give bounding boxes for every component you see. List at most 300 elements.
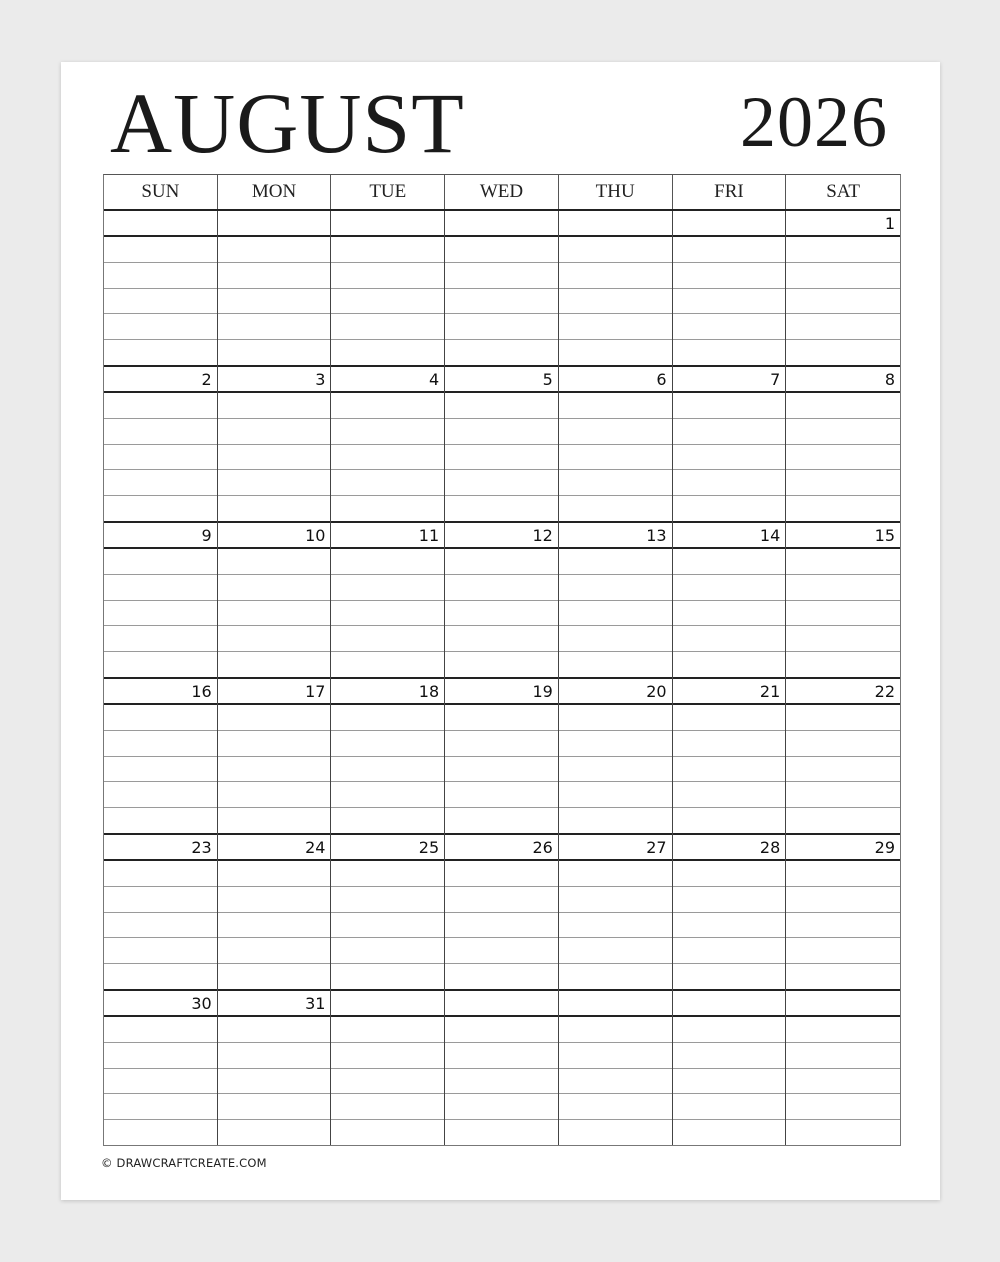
writing-line [218,340,331,367]
month-title: AUGUST [110,75,465,171]
writing-line [104,1120,217,1145]
writing-line [218,549,331,575]
writing-line [218,1094,331,1120]
day-cell [673,679,787,835]
day-cell [218,523,332,679]
writing-line [218,964,331,991]
day-number: 3 [218,367,331,393]
day-number [786,991,900,1017]
weekday-sun: SUN [104,175,218,209]
day-number: 8 [786,367,900,393]
writing-line [445,1069,558,1095]
weekday-tue: TUE [331,175,445,209]
writing-line [786,314,900,340]
weekday-wed: WED [445,175,559,209]
day-number [559,211,672,237]
day-number: 18 [331,679,444,705]
writing-line [673,938,786,964]
writing-line [673,575,786,601]
writing-line [786,782,900,808]
writing-line [104,575,217,601]
day-number: 21 [673,679,786,705]
writing-line [673,1094,786,1120]
writing-line [331,601,444,627]
writing-line [786,496,900,523]
writing-line [559,652,672,679]
writing-line [104,237,217,263]
writing-line [218,782,331,808]
writing-line [331,705,444,731]
day-cell [786,523,900,679]
writing-line [445,470,558,496]
writing-line [104,1043,217,1069]
writing-line [673,913,786,939]
day-number: 7 [673,367,786,393]
weekday-thu: THU [559,175,673,209]
writing-line [559,445,672,471]
writing-line [673,340,786,367]
writing-line [218,1043,331,1069]
writing-line [218,861,331,887]
writing-line [445,549,558,575]
day-cell [559,367,673,523]
day-number: 11 [331,523,444,549]
week-row [104,835,900,991]
writing-line [673,964,786,991]
day-number [673,211,786,237]
writing-line [559,887,672,913]
writing-line [673,757,786,783]
day-cell [559,523,673,679]
writing-line [331,237,444,263]
writing-line [331,314,444,340]
day-cell [104,523,218,679]
writing-line [445,808,558,835]
writing-line [673,237,786,263]
writing-line [331,1120,444,1145]
writing-line [218,314,331,340]
writing-line [786,964,900,991]
day-cell [559,679,673,835]
writing-line [104,549,217,575]
day-number: 2 [104,367,217,393]
writing-line [673,549,786,575]
writing-line [559,419,672,445]
day-cell [331,523,445,679]
writing-line [445,626,558,652]
year-title: 2026 [740,82,888,162]
writing-line [559,496,672,523]
day-number: 4 [331,367,444,393]
writing-line [559,340,672,367]
writing-line [331,496,444,523]
writing-line [445,861,558,887]
writing-line [104,496,217,523]
writing-line [104,913,217,939]
day-number: 23 [104,835,217,861]
day-number: 28 [673,835,786,861]
day-number [445,991,558,1017]
writing-line [445,340,558,367]
writing-line [104,1094,217,1120]
writing-line [445,782,558,808]
day-number: 5 [445,367,558,393]
writing-line [104,445,217,471]
writing-line [673,445,786,471]
writing-line [445,237,558,263]
writing-line [559,549,672,575]
writing-line [673,470,786,496]
writing-line [331,575,444,601]
writing-line [218,1017,331,1043]
writing-line [786,626,900,652]
week-row [104,991,900,1145]
writing-line [104,1017,217,1043]
writing-line [786,470,900,496]
writing-line [559,575,672,601]
calendar-grid [103,174,901,1146]
day-number [104,211,217,237]
writing-line [331,549,444,575]
writing-line [559,731,672,757]
writing-line [218,575,331,601]
day-cell [218,367,332,523]
writing-line [445,705,558,731]
writing-line [786,1043,900,1069]
writing-line [673,314,786,340]
writing-line [331,913,444,939]
day-cell [331,679,445,835]
day-cell [445,367,559,523]
day-number: 1 [786,211,900,237]
writing-line [786,237,900,263]
writing-line [331,419,444,445]
writing-line [559,1094,672,1120]
writing-line [786,705,900,731]
writing-line [673,626,786,652]
writing-line [104,887,217,913]
day-number: 6 [559,367,672,393]
day-cell [786,211,900,367]
writing-line [445,964,558,991]
day-number: 24 [218,835,331,861]
writing-line [786,913,900,939]
writing-line [104,601,217,627]
writing-line [445,314,558,340]
writing-line [786,731,900,757]
writing-line [104,938,217,964]
writing-line [331,289,444,315]
writing-line [786,887,900,913]
writing-line [104,705,217,731]
writing-line [218,289,331,315]
writing-line [331,1043,444,1069]
writing-line [104,1069,217,1095]
writing-line [218,1120,331,1145]
writing-line [445,601,558,627]
writing-line [331,470,444,496]
writing-line [218,705,331,731]
writing-line [786,938,900,964]
day-cell [104,367,218,523]
writing-line [559,1120,672,1145]
writing-line [559,1043,672,1069]
weekday-header-row [104,175,900,211]
writing-line [445,1094,558,1120]
writing-line [331,340,444,367]
writing-line [673,731,786,757]
writing-line [673,861,786,887]
writing-line [559,601,672,627]
day-number [331,211,444,237]
writing-line [331,782,444,808]
writing-line [218,757,331,783]
writing-line [786,340,900,367]
day-number: 17 [218,679,331,705]
writing-line [445,913,558,939]
writing-line [786,1120,900,1145]
writing-line [559,470,672,496]
writing-line [104,340,217,367]
day-number: 19 [445,679,558,705]
writing-line [673,1043,786,1069]
writing-line [104,393,217,419]
writing-line [559,1017,672,1043]
day-number: 13 [559,523,672,549]
writing-line [559,237,672,263]
writing-line [104,314,217,340]
writing-line [673,496,786,523]
day-number: 29 [786,835,900,861]
writing-line [104,731,217,757]
writing-line [331,887,444,913]
day-number [331,991,444,1017]
writing-line [445,938,558,964]
day-cell [218,991,332,1145]
writing-line [559,938,672,964]
writing-line [104,964,217,991]
writing-line [786,289,900,315]
day-cell [331,991,445,1145]
writing-line [673,887,786,913]
writing-line [673,393,786,419]
day-number: 22 [786,679,900,705]
writing-line [218,419,331,445]
weekday-fri: FRI [673,175,787,209]
week-row [104,367,900,523]
day-number: 15 [786,523,900,549]
writing-line [445,1120,558,1145]
writing-line [218,808,331,835]
writing-line [786,861,900,887]
day-number: 25 [331,835,444,861]
writing-line [104,861,217,887]
day-cell [559,835,673,991]
writing-line [786,263,900,289]
day-number [445,211,558,237]
writing-line [445,445,558,471]
copyright-footer: © DRAWCRAFTCREATE.COM [101,1156,267,1170]
writing-line [673,1017,786,1043]
writing-line [559,705,672,731]
writing-line [673,419,786,445]
day-cell [559,211,673,367]
writing-line [786,808,900,835]
day-cell [786,991,900,1145]
day-cell [673,991,787,1145]
day-number: 10 [218,523,331,549]
writing-line [104,757,217,783]
writing-line [445,263,558,289]
day-cell [218,679,332,835]
writing-line [445,575,558,601]
writing-line [673,1069,786,1095]
writing-line [445,393,558,419]
writing-line [559,913,672,939]
writing-line [331,731,444,757]
day-number: 20 [559,679,672,705]
day-cell [786,835,900,991]
writing-line [559,782,672,808]
writing-line [218,393,331,419]
writing-line [331,757,444,783]
writing-line [445,731,558,757]
week-row [104,679,900,835]
writing-line [559,808,672,835]
week-row [104,211,900,367]
writing-line [331,626,444,652]
writing-line [673,652,786,679]
writing-line [445,419,558,445]
writing-line [331,445,444,471]
weekday-mon: MON [218,175,332,209]
day-number [218,211,331,237]
day-cell [104,679,218,835]
calendar-page [61,62,940,1200]
day-cell [445,211,559,367]
writing-line [445,887,558,913]
day-number: 9 [104,523,217,549]
day-number [673,991,786,1017]
writing-line [331,1094,444,1120]
writing-line [104,263,217,289]
writing-line [559,314,672,340]
day-cell [445,991,559,1145]
writing-line [331,938,444,964]
writing-line [786,575,900,601]
writing-line [673,808,786,835]
writing-line [218,470,331,496]
writing-line [218,1069,331,1095]
writing-line [218,445,331,471]
day-number [559,991,672,1017]
writing-line [218,496,331,523]
writing-line [331,861,444,887]
writing-line [786,601,900,627]
writing-line [673,782,786,808]
writing-line [218,652,331,679]
writing-line [331,1069,444,1095]
writing-line [104,626,217,652]
day-cell [786,679,900,835]
writing-line [104,782,217,808]
day-number: 12 [445,523,558,549]
day-number: 27 [559,835,672,861]
day-number: 30 [104,991,217,1017]
day-cell [559,991,673,1145]
day-number: 31 [218,991,331,1017]
writing-line [786,757,900,783]
writing-line [559,626,672,652]
day-cell [218,211,332,367]
day-number: 16 [104,679,217,705]
day-cell [218,835,332,991]
writing-line [445,496,558,523]
day-cell [104,835,218,991]
day-number: 26 [445,835,558,861]
writing-line [218,731,331,757]
writing-line [786,1017,900,1043]
day-cell [673,835,787,991]
day-number: 14 [673,523,786,549]
day-cell [104,991,218,1145]
writing-line [673,289,786,315]
writing-line [786,549,900,575]
writing-line [786,393,900,419]
writing-line [104,470,217,496]
writing-line [104,652,217,679]
writing-line [786,445,900,471]
writing-line [559,1069,672,1095]
writing-line [218,887,331,913]
day-cell [445,523,559,679]
day-cell [673,367,787,523]
day-cell [331,835,445,991]
day-cell [445,835,559,991]
day-cell [331,367,445,523]
writing-line [673,601,786,627]
writing-line [104,419,217,445]
writing-line [786,1094,900,1120]
day-cell [673,523,787,679]
writing-line [445,1043,558,1069]
writing-line [104,289,217,315]
writing-line [104,808,217,835]
writing-line [445,652,558,679]
writing-line [445,1017,558,1043]
writing-line [673,1120,786,1145]
writing-line [673,263,786,289]
weekday-sat: SAT [826,181,861,202]
writing-line [331,652,444,679]
writing-line [331,808,444,835]
writing-line [445,757,558,783]
day-cell [445,679,559,835]
day-cell [673,211,787,367]
writing-line [559,393,672,419]
writing-line [218,601,331,627]
writing-line [218,263,331,289]
writing-line [786,652,900,679]
week-row [104,523,900,679]
writing-line [673,705,786,731]
day-cell [104,211,218,367]
writing-line [786,1069,900,1095]
writing-line [559,289,672,315]
writing-line [218,938,331,964]
weeks-container [104,211,900,1145]
writing-line [786,419,900,445]
